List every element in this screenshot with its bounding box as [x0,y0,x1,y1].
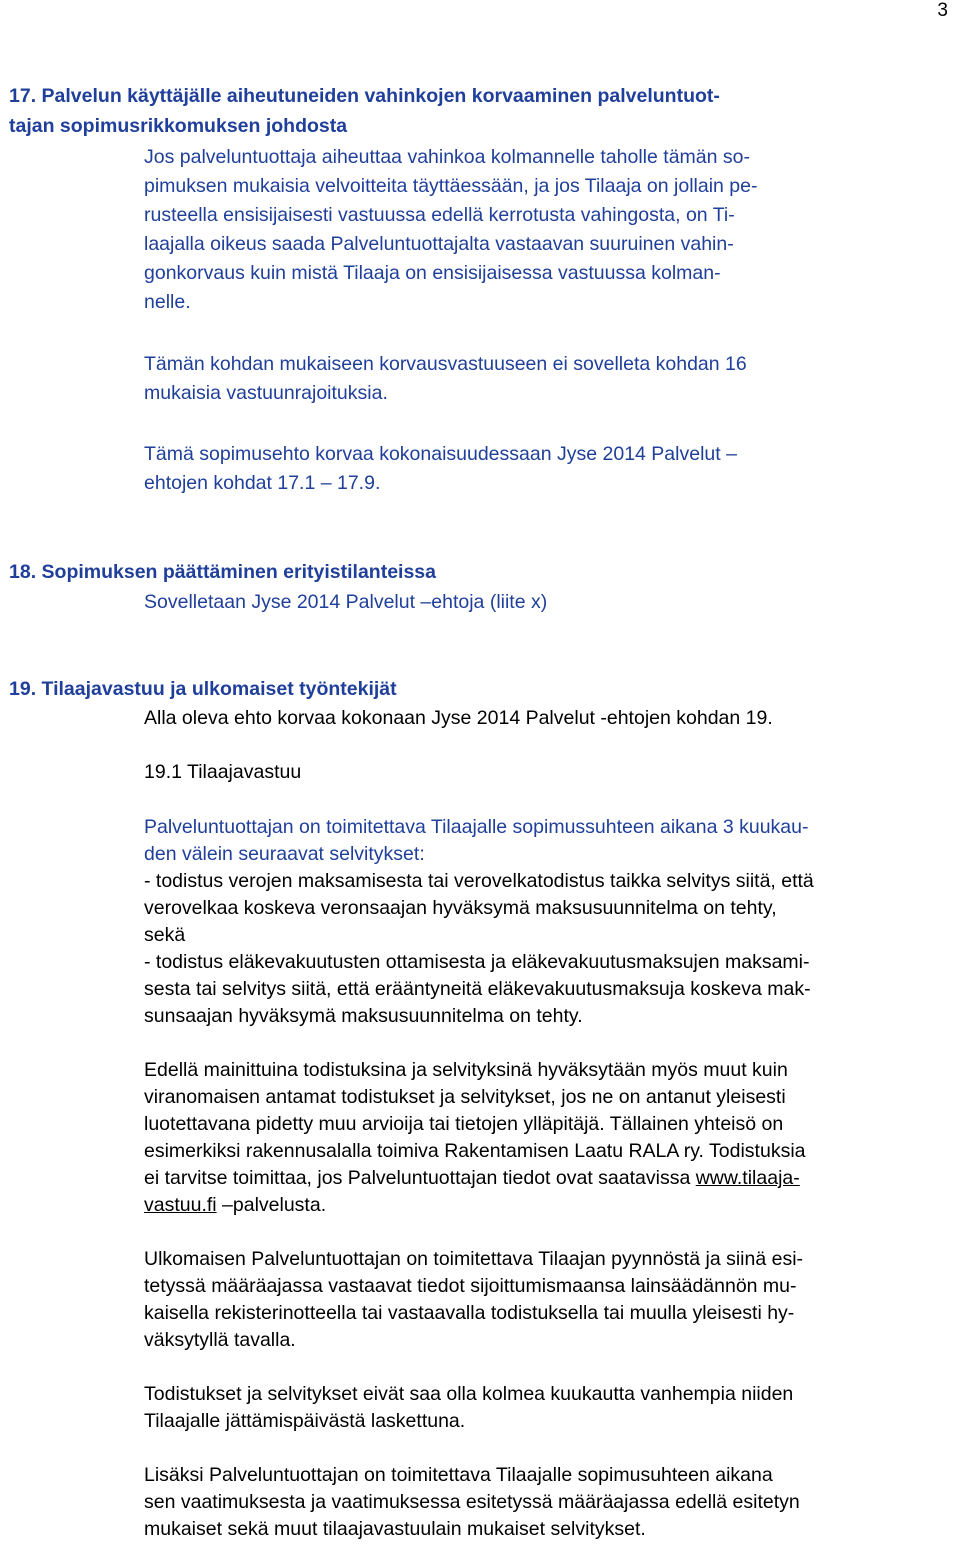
section-19-para1-line: - todistus eläkevakuutusten ottamisesta ja eläkevakuutusmaksujen maksami- [144,951,810,973]
section-19-para2-text: –palvelusta. [216,1194,327,1216]
section-19-para2-line: esimerkiksi rakennusalalla toimiva Rakentamisen Laatu RALA ry. Todistuksia [144,1140,806,1162]
section-19-para5-line: Lisäksi Palveluntuottajan on toimitettava Tilaajalle sopimusuhteen aikana [144,1464,773,1486]
section-19-para4-line: Todistukset ja selvitykset eivät saa olla kolmea kuukautta vanhempia niiden [144,1383,794,1405]
section-17-para3-line: Tämä sopimusehto korvaa kokonaisuudessaan Jyse 2014 Palvelut – [144,443,737,465]
section-19-1-heading: 19.1 Tilaajavastuu [144,761,302,783]
section-17-para1-line: rusteella ensisijaisesti vastuussa edellä kerrotusta vahingosta, on Ti- [144,204,735,226]
section-19-para3-line: väksytyllä tavalla. [144,1329,296,1351]
section-19-para1-line: sesta tai selvitys siitä, että erääntyneitä eläkevakuutusmaksuja koskeva mak- [144,978,811,1000]
section-17-para1-line: nelle. [144,291,191,313]
section-17-para1-line: gonkorvaus kuin mistä Tilaaja on ensisijaisessa vastuussa kolman- [144,262,721,284]
section-19-para3-line: tetyssä määräajassa vastaavat tiedot sijoittumismaansa lainsäädännön mu- [144,1275,797,1297]
section-19-para1-line: sekä [144,924,186,946]
section-17-heading-line-1: 17. Palvelun käyttäjälle aiheutuneiden vahinkojen korvaaminen palveluntuot- [9,85,720,107]
section-19-text: Alla oleva ehto korvaa kokonaan Jyse 2014 Palvelut -ehtojen kohdan 19. [144,707,773,729]
section-17-para3-line: ehtojen kohdat 17.1 – 17.9. [144,472,381,494]
section-17-heading-line-2: tajan sopimusrikkomuksen johdosta [9,115,348,137]
section-17-para1-line: pimuksen mukaisia velvoitteita täyttäessään, ja jos Tilaaja on jollain pe- [144,175,758,197]
section-19-para2-line [144,1164,800,1193]
section-19-para1-line: Palveluntuottajan on toimitettava Tilaajalle sopimussuhteen aikana 3 kuukau- [144,816,809,838]
section-17-para1-line: Jos palveluntuottaja aiheuttaa vahinkoa kolmannelle taholle tämän so- [144,146,750,168]
tilaajavastuu-link-continued[interactable]: vastuu.fi [144,1194,217,1216]
section-19-para2-line: luotettavana pidetty muu arvioija tai tietojen ylläpitäjä. Tällainen yhteisö on [144,1113,784,1135]
section-17-para2-line: Tämän kohdan mukaiseen korvausvastuuseen ei sovelleta kohdan 16 [144,353,747,375]
section-19-para1-line: verovelkaa koskeva veronsaajan hyväksymä maksusuunnitelma on tehty, [144,897,777,919]
section-17-para2-line: mukaisia vastuunrajoituksia. [144,382,388,404]
section-19-para2-line: viranomaisen antamat todistukset ja selvitykset, jos ne on antanut yleisesti [144,1086,786,1108]
tilaajavastuu-link[interactable]: www.tilaaja- [695,1167,800,1189]
section-17-para1-line: laajalla oikeus saada Palveluntuottajalta vastaavan suuruinen vahin- [144,233,734,255]
section-19-para3-line: Ulkomaisen Palveluntuottajan on toimitettava Tilaajan pyynnöstä ja siinä esi- [144,1248,804,1270]
section-19-para1-line: den välein seuraavat selvitykset: [144,843,425,865]
section-19-para1-line: sunsaajan hyväksymä maksusuunnitelma on tehty. [144,1005,583,1027]
page-number: 3 [937,0,948,21]
section-19-para5-line: mukaiset sekä muut tilaajavastuulain mukaiset selvitykset. [144,1518,646,1540]
section-19-para3-line: kaisella rekisterinotteella tai vastaavalla todistuksella tai muulla yleisesti hy- [144,1302,795,1324]
section-18-heading: 18. Sopimuksen päättäminen erityistilanteissa [9,561,436,583]
section-18-text: Sovelletaan Jyse 2014 Palvelut –ehtoja (liite x) [144,591,548,613]
section-19-heading: 19. Tilaajavastuu ja ulkomaiset työntekijät [9,678,397,700]
section-19-para1-line: - todistus verojen maksamisesta tai verovelkatodistus taikka selvitys siitä, että [144,870,814,892]
section-19-para2-line: Edellä mainittuina todistuksina ja selvityksinä hyväksytään myös muut kuin [144,1059,788,1081]
section-19-para4-line: Tilaajalle jättämispäivästä laskettuna. [144,1410,466,1432]
section-19-para2-text: ei tarvitse toimittaa, jos Palveluntuottajan tiedot ovat saatavissa [144,1167,696,1189]
section-19-para2-line [144,1191,326,1220]
section-19-para5-line: sen vaatimuksesta ja vaatimuksessa esitetyssä määräajassa edellä esitetyn [144,1491,800,1513]
